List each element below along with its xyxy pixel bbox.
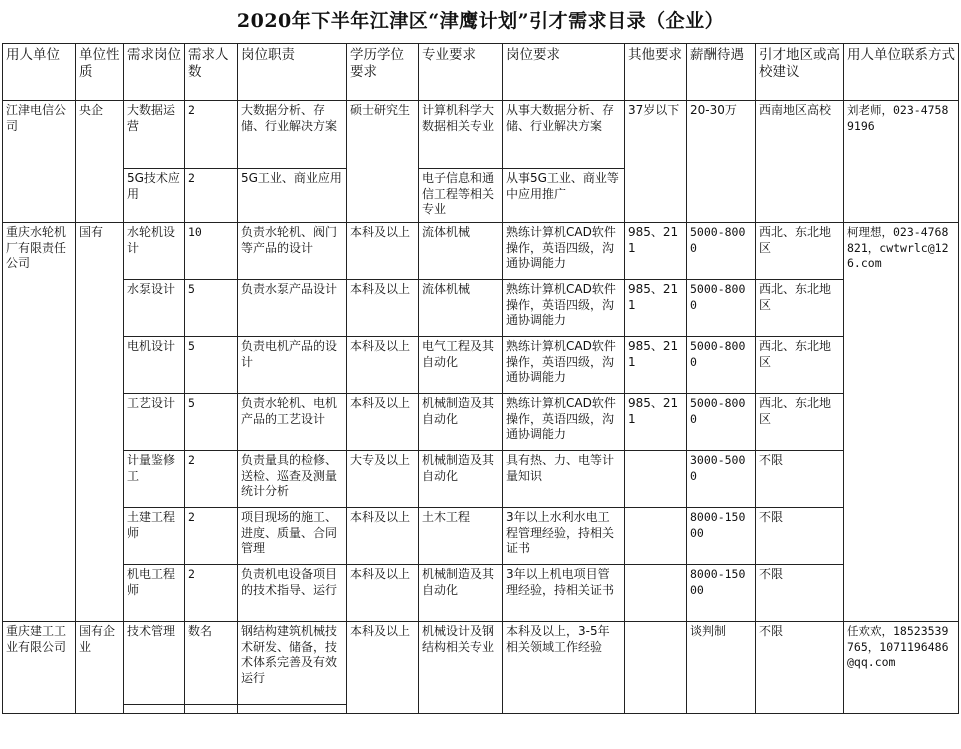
column-header: 用人单位联系方式 bbox=[844, 44, 959, 101]
position-major: 机械制造及其自动化 bbox=[419, 394, 503, 451]
table-row bbox=[3, 622, 959, 705]
position-education: 本科及以上 bbox=[347, 394, 419, 451]
column-header: 需求人数 bbox=[185, 44, 238, 101]
company-type: 国有企业 bbox=[76, 622, 124, 714]
position-duty: 大数据分析、存储、行业解决方案 bbox=[238, 101, 347, 169]
position-education: 硕士研究生 bbox=[347, 101, 419, 223]
position-salary: 3000-5000 bbox=[687, 451, 756, 508]
position-major: 机械设计及钢结构相关专业 bbox=[419, 622, 503, 714]
position-title: 5G技术应用 bbox=[124, 169, 185, 223]
position-requirement: 从事大数据分析、存储、行业解决方案 bbox=[503, 101, 625, 169]
column-header: 学历学位要求 bbox=[347, 44, 419, 101]
table-row bbox=[3, 223, 959, 280]
position-region: 不限 bbox=[756, 451, 844, 508]
position-duty: 负责量具的检修、送检、巡查及测量统计分析 bbox=[238, 451, 347, 508]
position-count: 10 bbox=[185, 223, 238, 280]
column-header: 专业要求 bbox=[419, 44, 503, 101]
position-education: 大专及以上 bbox=[347, 451, 419, 508]
position-education: 本科及以上 bbox=[347, 508, 419, 565]
position-title: 电机设计 bbox=[124, 337, 185, 394]
position-other: 985、211 bbox=[625, 280, 687, 337]
position-major: 电子信息和通信工程等相关专业 bbox=[419, 169, 503, 223]
position-other bbox=[625, 451, 687, 508]
position-region: 西北、东北地区 bbox=[756, 394, 844, 451]
position-major: 流体机械 bbox=[419, 223, 503, 280]
position-title: 土建工程师 bbox=[124, 508, 185, 565]
position-duty: 项目现场的施工、进度、质量、合同管理 bbox=[238, 508, 347, 565]
position-count: 5 bbox=[185, 280, 238, 337]
column-header: 其他要求 bbox=[625, 44, 687, 101]
talent-demand-table bbox=[2, 43, 959, 714]
empty-cell bbox=[185, 705, 238, 714]
position-salary: 20-30万 bbox=[687, 101, 756, 223]
position-title: 水轮机设计 bbox=[124, 223, 185, 280]
table-row bbox=[3, 101, 959, 169]
position-count: 2 bbox=[185, 508, 238, 565]
position-salary: 5000-8000 bbox=[687, 223, 756, 280]
position-count: 2 bbox=[185, 101, 238, 169]
company-name: 重庆水轮机厂有限责任公司 bbox=[3, 223, 76, 622]
position-other bbox=[625, 508, 687, 565]
table-row bbox=[3, 565, 959, 622]
position-salary: 5000-8000 bbox=[687, 337, 756, 394]
position-requirement: 3年以上水利水电工程管理经验，持相关证书 bbox=[503, 508, 625, 565]
company-name: 重庆建工工业有限公司 bbox=[3, 622, 76, 714]
position-major: 土木工程 bbox=[419, 508, 503, 565]
position-duty: 钢结构建筑机械技术研发、储备，技术体系完善及有效运行 bbox=[238, 622, 347, 705]
position-duty: 负责水轮机、阀门等产品的设计 bbox=[238, 223, 347, 280]
position-other bbox=[625, 565, 687, 622]
position-other: 985、211 bbox=[625, 223, 687, 280]
position-duty: 负责水泵产品设计 bbox=[238, 280, 347, 337]
position-education: 本科及以上 bbox=[347, 622, 419, 714]
position-count: 数名 bbox=[185, 622, 238, 705]
position-count: 2 bbox=[185, 169, 238, 223]
position-title: 水泵设计 bbox=[124, 280, 185, 337]
company-name: 江津电信公司 bbox=[3, 101, 76, 223]
column-header: 用人单位 bbox=[3, 44, 76, 101]
position-requirement: 3年以上机电项目管理经验，持相关证书 bbox=[503, 565, 625, 622]
position-count: 5 bbox=[185, 337, 238, 394]
column-header: 岗位职责 bbox=[238, 44, 347, 101]
position-title: 工艺设计 bbox=[124, 394, 185, 451]
position-duty: 负责电机产品的设计 bbox=[238, 337, 347, 394]
position-requirement: 熟练计算机CAD软件操作，英语四级，沟通协调能力 bbox=[503, 394, 625, 451]
position-count: 2 bbox=[185, 451, 238, 508]
position-major: 电气工程及其自动化 bbox=[419, 337, 503, 394]
position-region: 不限 bbox=[756, 622, 844, 714]
position-education: 本科及以上 bbox=[347, 280, 419, 337]
company-contact: 任欢欢，18523539765，1071196486@qq.com bbox=[844, 622, 959, 714]
position-other bbox=[625, 622, 687, 714]
position-duty: 负责水轮机、电机产品的工艺设计 bbox=[238, 394, 347, 451]
position-duty: 负责机电设备项目的技术指导、运行 bbox=[238, 565, 347, 622]
empty-cell bbox=[238, 705, 347, 714]
position-region: 西北、东北地区 bbox=[756, 223, 844, 280]
position-salary: 5000-8000 bbox=[687, 394, 756, 451]
position-salary: 5000-8000 bbox=[687, 280, 756, 337]
column-header: 单位性质 bbox=[76, 44, 124, 101]
table-row bbox=[3, 451, 959, 508]
position-region: 不限 bbox=[756, 508, 844, 565]
position-title: 机电工程师 bbox=[124, 565, 185, 622]
position-region: 西南地区高校 bbox=[756, 101, 844, 223]
table-header-row bbox=[3, 44, 959, 101]
empty-cell bbox=[124, 705, 185, 714]
position-major: 机械制造及其自动化 bbox=[419, 565, 503, 622]
position-title: 技术管理 bbox=[124, 622, 185, 705]
company-type: 央企 bbox=[76, 101, 124, 223]
position-requirement: 熟练计算机CAD软件操作，英语四级，沟通协调能力 bbox=[503, 223, 625, 280]
position-requirement: 本科及以上，3-5年相关领域工作经验 bbox=[503, 622, 625, 714]
position-region: 不限 bbox=[756, 565, 844, 622]
page-title: 2020年下半年江津区“津鹰计划”引才需求目录（企业） bbox=[236, 10, 725, 32]
column-header: 需求岗位 bbox=[124, 44, 185, 101]
position-other: 985、211 bbox=[625, 337, 687, 394]
position-education: 本科及以上 bbox=[347, 337, 419, 394]
column-header: 引才地区或高校建议 bbox=[756, 44, 844, 101]
column-header: 岗位要求 bbox=[503, 44, 625, 101]
position-region: 西北、东北地区 bbox=[756, 337, 844, 394]
position-count: 2 bbox=[185, 565, 238, 622]
position-requirement: 从事5G工业、商业等中应用推广 bbox=[503, 169, 625, 223]
position-salary: 8000-15000 bbox=[687, 565, 756, 622]
table-row bbox=[3, 337, 959, 394]
company-contact: 刘老师，023-47589196 bbox=[844, 101, 959, 223]
position-other: 985、211 bbox=[625, 394, 687, 451]
position-major: 计算机科学大数据相关专业 bbox=[419, 101, 503, 169]
position-major: 机械制造及其自动化 bbox=[419, 451, 503, 508]
table-row bbox=[3, 508, 959, 565]
position-major: 流体机械 bbox=[419, 280, 503, 337]
company-type: 国有 bbox=[76, 223, 124, 622]
position-region: 西北、东北地区 bbox=[756, 280, 844, 337]
company-contact: 柯理想，023-4768821，cwtwrlc@126.com bbox=[844, 223, 959, 622]
position-title: 计量鉴修工 bbox=[124, 451, 185, 508]
position-requirement: 熟练计算机CAD软件操作，英语四级，沟通协调能力 bbox=[503, 337, 625, 394]
table-row bbox=[3, 394, 959, 451]
position-other: 37岁以下 bbox=[625, 101, 687, 223]
position-title: 大数据运营 bbox=[124, 101, 185, 169]
column-header: 薪酬待遇 bbox=[687, 44, 756, 101]
position-requirement: 具有热、力、电等计量知识 bbox=[503, 451, 625, 508]
position-duty: 5G工业、商业应用 bbox=[238, 169, 347, 223]
table-row bbox=[3, 280, 959, 337]
position-salary: 谈判制 bbox=[687, 622, 756, 714]
position-education: 本科及以上 bbox=[347, 223, 419, 280]
position-count: 5 bbox=[185, 394, 238, 451]
position-requirement: 熟练计算机CAD软件操作，英语四级，沟通协调能力 bbox=[503, 280, 625, 337]
position-salary: 8000-15000 bbox=[687, 508, 756, 565]
position-education: 本科及以上 bbox=[347, 565, 419, 622]
